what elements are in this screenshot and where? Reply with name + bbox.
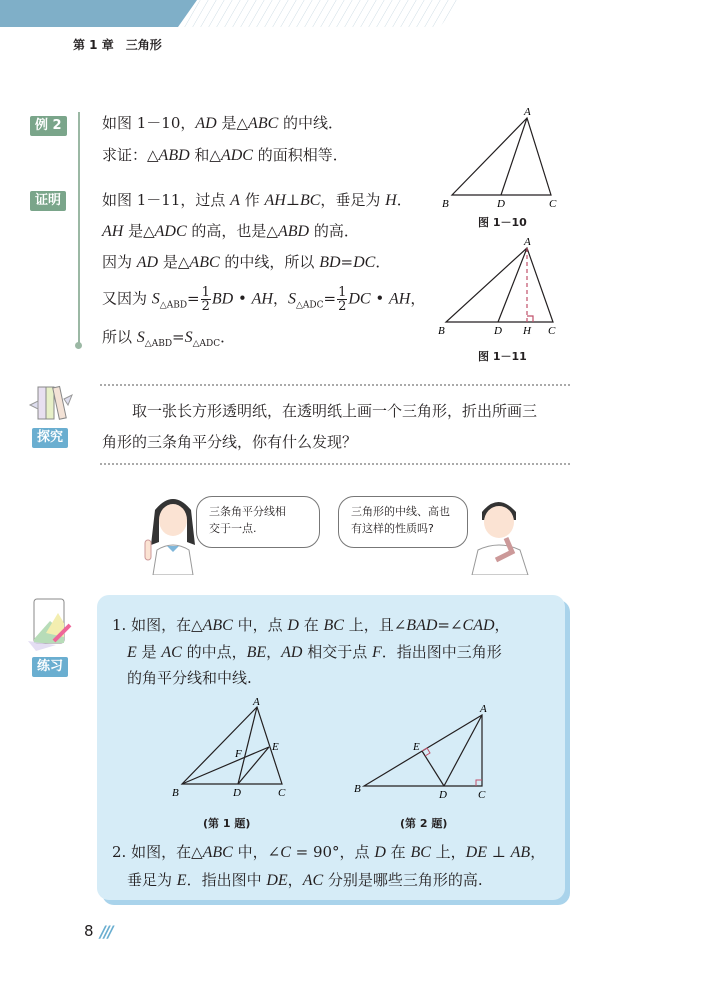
- example-line: [102, 145, 348, 166]
- svg-text:B: B: [172, 787, 179, 799]
- text-segment: 的面积相等．: [252, 146, 348, 164]
- math-symbol: AD: [136, 254, 159, 271]
- text-segment: 的中线，所以: [219, 253, 320, 271]
- math-symbol: ADC: [220, 147, 253, 164]
- math-symbol: BE: [246, 644, 267, 661]
- math-symbol: BAD: [406, 617, 438, 634]
- figure-caption: (第 2 题): [400, 817, 448, 830]
- text-segment: ．指出图中: [186, 871, 267, 889]
- example-badge: 例 2: [30, 116, 67, 136]
- proof-end-dot: [75, 342, 82, 349]
- math-symbol: ABC: [248, 115, 279, 132]
- math-symbol: ABD: [158, 147, 190, 164]
- math-symbol: S: [184, 329, 193, 346]
- text-segment: ，: [287, 871, 303, 889]
- text-segment: ．: [220, 328, 236, 346]
- figure-caption: 图 1－11: [478, 350, 527, 363]
- math-symbol: AH: [264, 192, 286, 209]
- practice-notebook-icon: [26, 593, 76, 651]
- math-symbol: ABC: [202, 617, 233, 634]
- math-symbol: CAD: [462, 617, 495, 634]
- math-symbol: BC: [410, 844, 431, 861]
- proof-line: [102, 286, 425, 316]
- svg-text:D: D: [233, 787, 241, 799]
- text-segment: 如图 1－11，过点: [102, 191, 231, 209]
- text-segment: 中，∠: [232, 843, 281, 861]
- text-segment: 2. 如图，在△: [112, 843, 203, 861]
- figure-1-11: [430, 235, 570, 340]
- text-segment: 的高，也是△: [186, 222, 278, 240]
- svg-text:D: D: [497, 198, 505, 210]
- text-segment: 垂足为: [112, 871, 177, 889]
- svg-text:B: B: [438, 325, 445, 337]
- math-symbol: ABC: [202, 844, 233, 861]
- text-segment: ．: [375, 253, 391, 271]
- boy-illustration: [466, 490, 532, 575]
- figure-caption: (第 1 题): [203, 817, 251, 830]
- math-symbol: DE: [266, 872, 288, 889]
- text-segment: 的高．: [309, 222, 359, 240]
- text-segment: 因为: [102, 253, 137, 271]
- math-symbol: E: [127, 644, 137, 661]
- exercise-2-line: [112, 842, 545, 863]
- math-symbol: D: [374, 844, 386, 861]
- svg-text:C: C: [549, 198, 557, 210]
- math-symbol: BD: [211, 290, 234, 308]
- text-segment: 上，且∠: [343, 616, 407, 634]
- text-segment: 角形的三条角平分线，你有什么发现？: [102, 433, 358, 451]
- text-segment: 的角平分线和中线.: [112, 669, 252, 687]
- text-segment: ，: [494, 616, 510, 634]
- math-symbol: BC: [299, 192, 321, 209]
- text-segment: ，: [266, 643, 282, 661]
- math-symbol: AH: [102, 223, 124, 240]
- fraction: $\frac{1}{2}$: [201, 285, 210, 314]
- math-symbol: DC: [348, 290, 371, 308]
- text-segment: ，: [272, 289, 288, 308]
- math-symbol: BC: [323, 617, 344, 634]
- svg-text:C: C: [478, 789, 486, 801]
- text-segment: =: [340, 253, 354, 271]
- text-segment: ⊥: [487, 843, 511, 861]
- page-mark: ///: [100, 922, 112, 941]
- text-segment: = 90°，点: [290, 843, 375, 861]
- text-segment: 作: [239, 191, 265, 209]
- math-symbol: AC: [302, 872, 324, 889]
- math-symbol: ABD: [277, 223, 310, 240]
- example-line: [102, 113, 343, 134]
- explore-line: [102, 432, 357, 452]
- text-segment: 求证：△: [102, 146, 159, 164]
- divider: [100, 384, 570, 386]
- girl-speech-bubble: 三条角平分线相 交于一点.: [196, 496, 320, 548]
- text-segment: 1. 如图，在△: [112, 616, 203, 634]
- proof-line: [102, 221, 359, 242]
- girl-illustration: [143, 490, 203, 575]
- math-symbol: D: [287, 617, 299, 634]
- math-symbol: S: [136, 329, 145, 346]
- svg-text:H: H: [523, 325, 531, 337]
- text-segment: =: [172, 328, 185, 346]
- text-segment: 又因为: [102, 289, 152, 308]
- text-segment: 的中点，: [181, 643, 247, 661]
- text-segment: ⊥: [285, 191, 300, 209]
- text-segment: ．指出图中三角形: [381, 643, 502, 661]
- text-segment: 在: [385, 843, 411, 861]
- header-band: [0, 0, 460, 27]
- text-segment: 在: [298, 616, 324, 634]
- math-symbol: AD: [195, 115, 217, 132]
- text-segment: 的中线．: [278, 114, 344, 132]
- math-symbol: ABC: [189, 254, 220, 271]
- text-segment: =: [187, 289, 200, 308]
- proof-line: [102, 327, 235, 354]
- math-symbol: S: [287, 290, 296, 308]
- text-segment: 上，: [430, 843, 466, 861]
- text-segment: •: [370, 289, 389, 308]
- text-segment: [112, 643, 127, 661]
- text-segment: ，: [530, 843, 546, 861]
- svg-text:E: E: [413, 741, 420, 753]
- subscript: △ABD: [159, 300, 188, 311]
- chapter-title: 第 1 章 三角形: [73, 38, 162, 52]
- text-segment: 所以: [102, 328, 137, 346]
- exercise-2-figure: [350, 700, 500, 805]
- svg-text:D: D: [439, 789, 447, 801]
- text-segment: 相交于点: [302, 643, 373, 661]
- proof-line: [102, 190, 412, 211]
- explore-badge: 探究: [32, 428, 68, 448]
- proof-line: [102, 252, 390, 273]
- page-number: 8: [84, 922, 94, 940]
- text-segment: ，: [410, 289, 426, 308]
- svg-text:C: C: [548, 325, 556, 337]
- text-segment: ．: [396, 191, 412, 209]
- math-symbol: DE: [465, 844, 487, 861]
- svg-text:F: F: [235, 748, 242, 760]
- exercise-1-line: [112, 615, 510, 636]
- subscript: △ADC: [192, 339, 221, 349]
- books-icon: [28, 383, 74, 423]
- svg-text:D: D: [494, 325, 502, 337]
- text-segment: •: [233, 289, 252, 308]
- text-segment: =∠: [437, 616, 463, 634]
- math-symbol: AB: [510, 844, 531, 861]
- exercise-1-figure: [165, 695, 295, 805]
- math-symbol: AH: [251, 290, 273, 308]
- svg-text:B: B: [354, 783, 361, 795]
- practice-badge: 练习: [32, 657, 68, 677]
- boy-speech-bubble: 三角形的中线、高也 有这样的性质吗?: [338, 496, 468, 548]
- math-symbol: AC: [161, 644, 182, 661]
- math-symbol: A: [230, 192, 240, 209]
- fraction: $\frac{1}{2}$: [338, 285, 347, 314]
- divider: [100, 463, 570, 465]
- svg-text:A: A: [480, 703, 487, 715]
- proof-divider: [78, 112, 80, 345]
- text-segment: 是△: [216, 114, 249, 132]
- math-symbol: ADC: [154, 223, 187, 240]
- text-segment: 是△: [158, 253, 190, 271]
- explore-line: [102, 401, 537, 421]
- math-symbol: DC: [353, 254, 376, 271]
- text-segment: 是△: [123, 222, 155, 240]
- svg-text:A: A: [524, 236, 531, 248]
- svg-text:A: A: [524, 106, 531, 118]
- math-symbol: E: [176, 872, 187, 889]
- exercise-1-line: [112, 668, 252, 688]
- figure-caption: 图 1－10: [478, 216, 527, 229]
- math-symbol: C: [280, 844, 291, 861]
- subscript: △ADC: [295, 300, 324, 311]
- math-symbol: H: [385, 192, 397, 209]
- math-symbol: AH: [388, 290, 411, 308]
- svg-text:E: E: [272, 741, 279, 753]
- math-symbol: F: [372, 644, 382, 661]
- subscript: △ABD: [144, 339, 173, 349]
- text-segment: ，垂足为: [320, 191, 386, 209]
- proof-badge: 证明: [30, 191, 66, 211]
- text-segment: 取一张长方形透明纸，在透明纸上画一个三角形，折出所画三: [102, 402, 538, 420]
- text-segment: 中，点: [232, 616, 288, 634]
- svg-text:B: B: [442, 198, 449, 210]
- svg-text:A: A: [253, 696, 260, 708]
- text-segment: =: [323, 289, 337, 308]
- math-symbol: BD: [319, 254, 341, 271]
- exercise-1-line: [112, 642, 502, 663]
- text-segment: 是: [136, 643, 162, 661]
- math-symbol: S: [151, 290, 160, 308]
- text-segment: 分别是哪些三角形的高.: [323, 871, 483, 889]
- svg-text:C: C: [278, 787, 286, 799]
- text-segment: 如图 1－10，: [102, 114, 196, 132]
- text-segment: 和△: [189, 146, 221, 164]
- exercise-2-line: [112, 870, 483, 891]
- math-symbol: AD: [281, 644, 303, 661]
